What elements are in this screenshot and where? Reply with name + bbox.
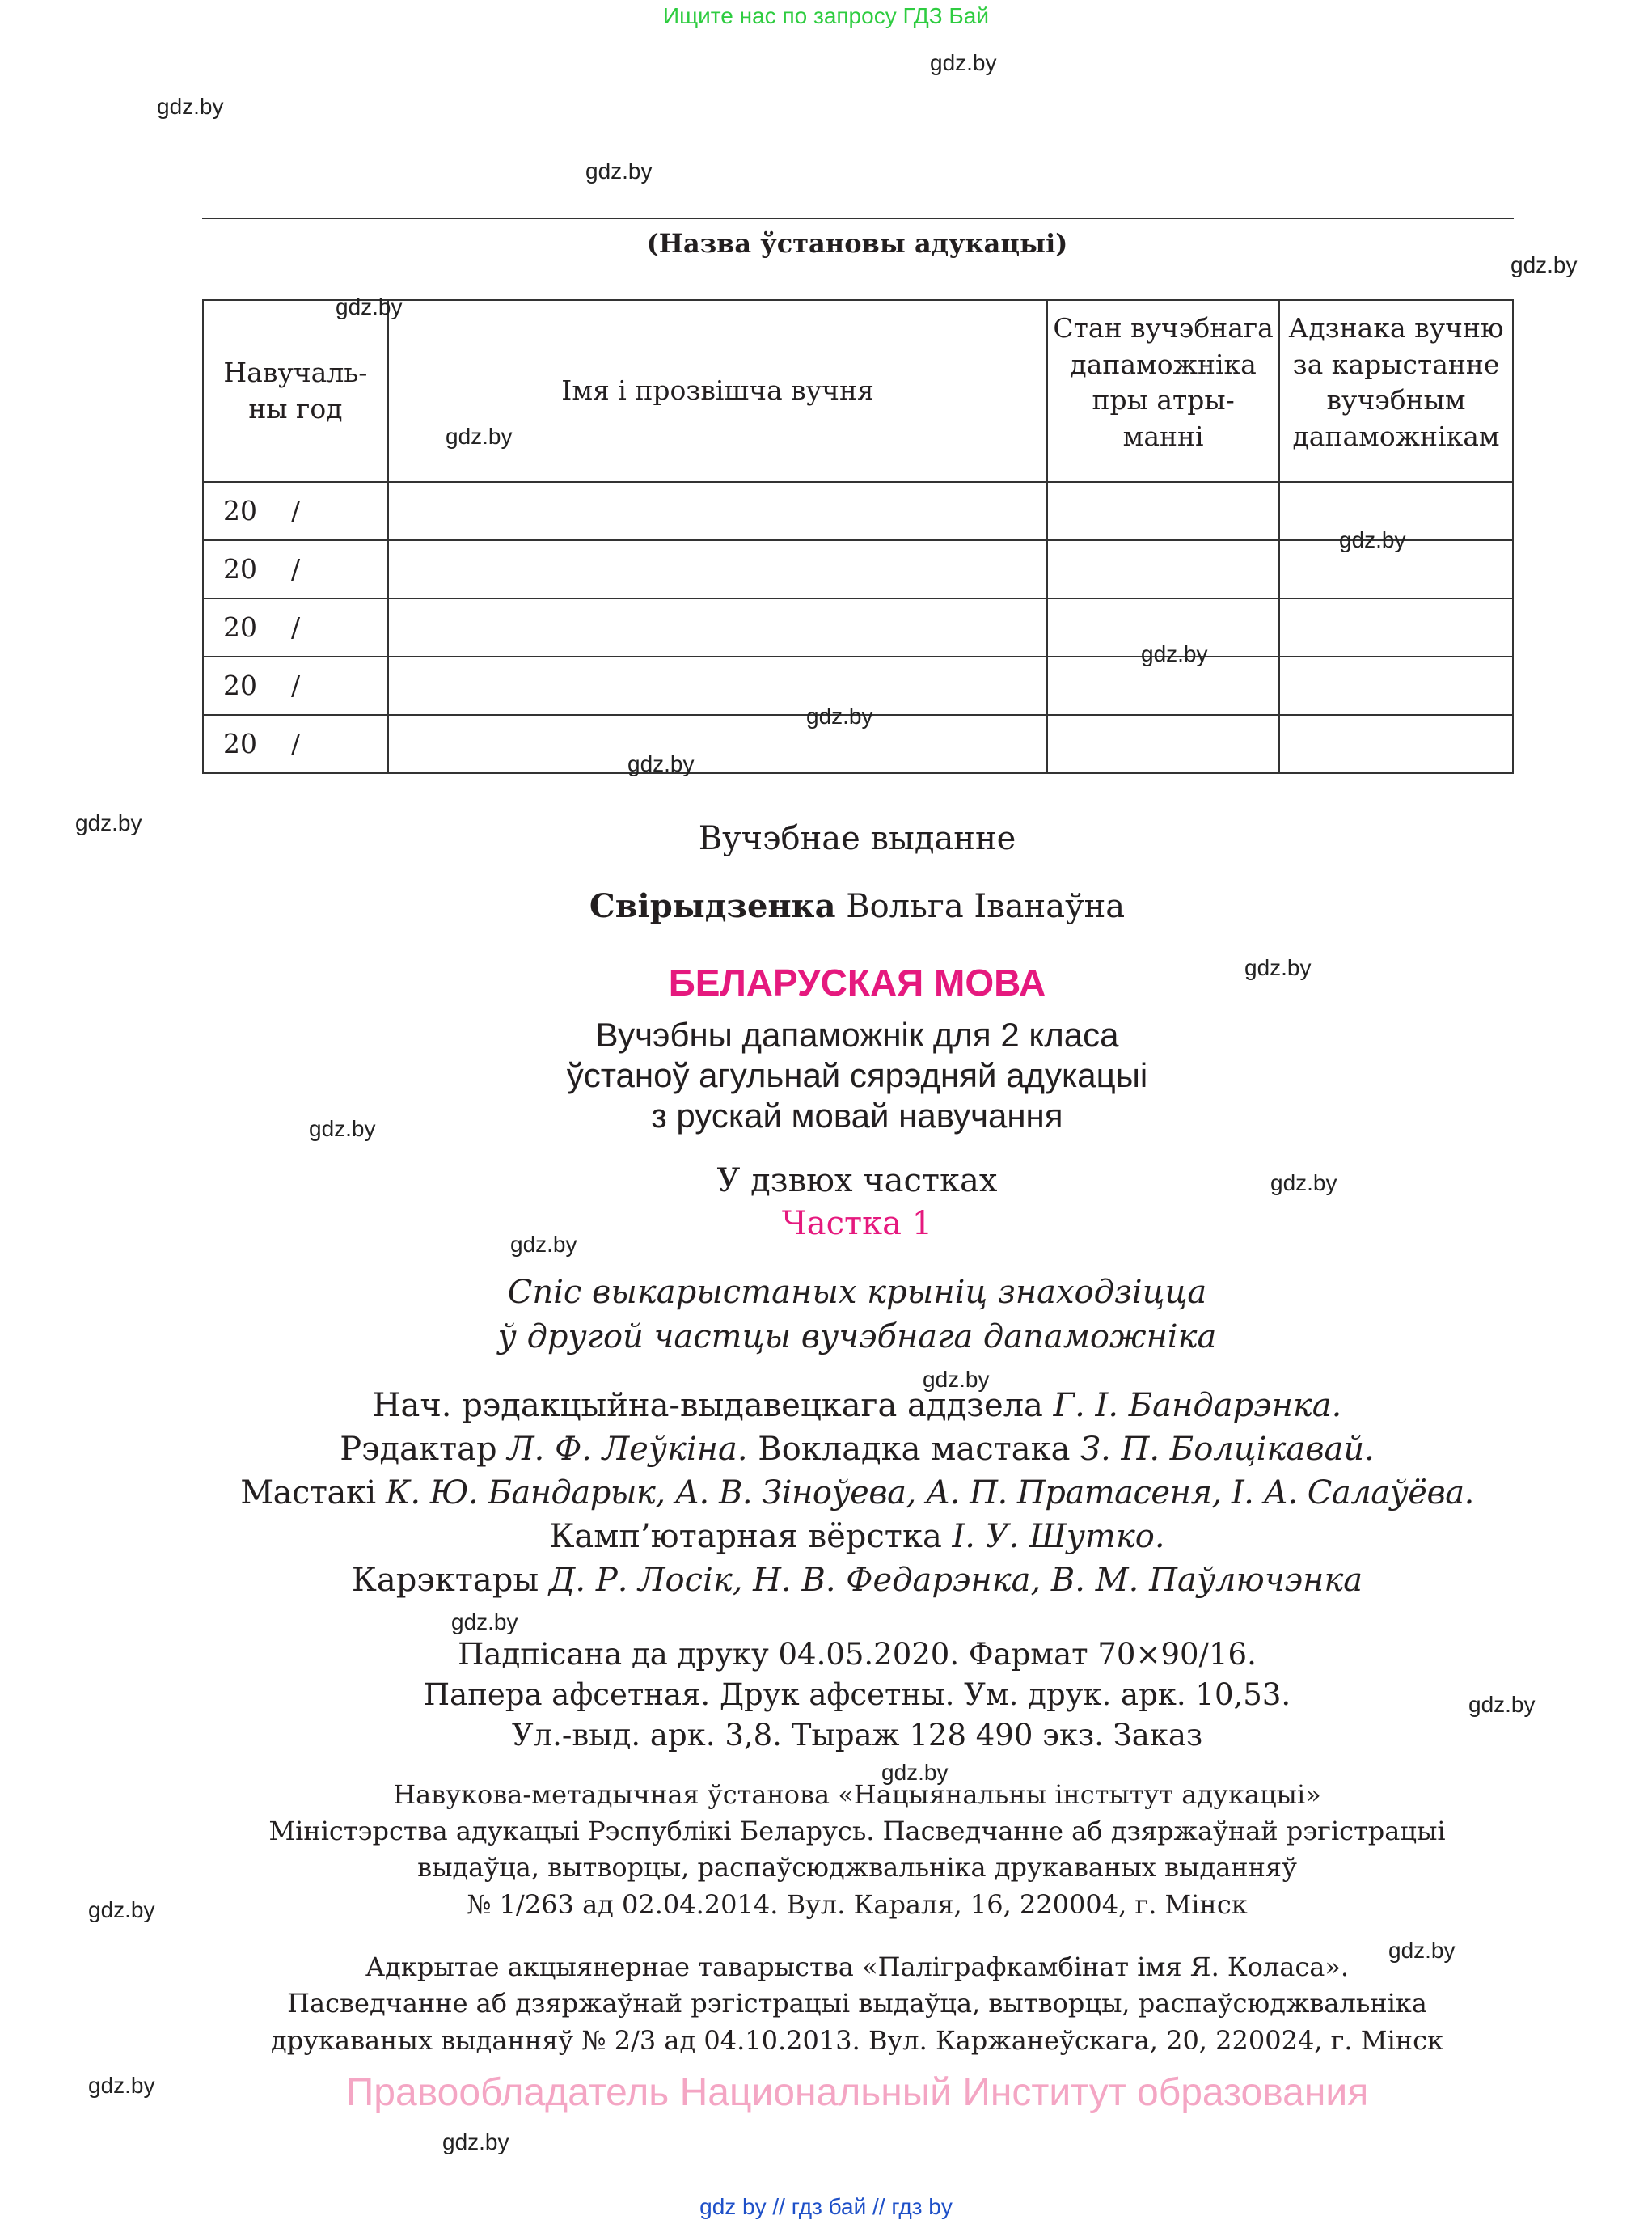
footer-links[interactable]: gdz by // гдз бай // гдз by	[699, 2194, 953, 2219]
institution-line	[202, 218, 1514, 219]
parts-note: У дзвюх частках	[716, 1162, 998, 1199]
publisher-line: Навукова-метадычная ўстанова «Нацыянальны інстытут адукацыі»	[393, 1779, 1321, 1810]
condition-cell	[1047, 540, 1279, 598]
table-row	[203, 598, 1513, 657]
print-info: Падпісана да друку 04.05.2020. Фармат 70×90/16.	[458, 1637, 1257, 1672]
grade-cell	[1279, 657, 1513, 715]
watermark: gdz.by	[442, 2129, 509, 2154]
watermark: gdz.by	[930, 50, 997, 75]
credit-role: Вокладка мастака	[747, 1431, 1081, 1468]
credit-line	[0, 1474, 1652, 1512]
table-header-row	[203, 300, 1513, 482]
credit-line	[0, 1387, 1652, 1424]
credit-names: Д. Р. Лосік, Н. В. Федарэнка, В. М. Паўлючэнка	[548, 1562, 1363, 1599]
credit-names: К. Ю. Бандарык, А. В. Зіноўева, А. П. Пратасеня, І. А. Салаўёва.	[385, 1474, 1474, 1512]
watermark: gdz.by	[806, 704, 873, 729]
part-number: Частка 1	[781, 1205, 933, 1242]
year-cell: 20 /	[203, 482, 388, 540]
credit-line	[0, 1518, 1652, 1555]
watermark: gdz.by	[1270, 1170, 1337, 1195]
author	[0, 887, 1652, 925]
name-cell	[388, 482, 1047, 540]
watermark: gdz.by	[585, 159, 653, 184]
year-cell: 20 /	[203, 598, 388, 657]
subtitle-line: Вучэбны дапаможнік для 2 класа	[595, 1016, 1119, 1054]
header-condition: Стан вучэбнага дапаможніка пры атры- манні	[1047, 300, 1279, 482]
year-cell: 20 /	[203, 657, 388, 715]
publisher-line: № 1/263 ад 02.04.2014. Вул. Караля, 16, 220004, г. Мінск	[467, 1889, 1248, 1920]
watermark: gdz.by	[1244, 955, 1312, 980]
search-hint: Ищите нас по запросу ГДЗ Бай	[662, 3, 990, 28]
grade-cell	[1279, 598, 1513, 657]
sources-note: Спіс выкарыстаных крыніц знаходзіцца	[507, 1274, 1207, 1311]
credit-role: Карэктары	[351, 1562, 549, 1599]
print-info: Ул.-выд. арк. 3,8. Тыраж 128 490 экз. Заказ	[511, 1718, 1203, 1753]
credit-role: Мастакі	[240, 1474, 386, 1512]
watermark: gdz.by	[923, 1367, 990, 1392]
grade-cell	[1279, 715, 1513, 773]
watermark: gdz.by	[336, 294, 403, 319]
subtitle-line: з рускай мовай навучання	[651, 1097, 1063, 1135]
name-cell	[388, 657, 1047, 715]
printer-line: друкаваных выданняў № 2/3 ад 04.10.2013. Вул. Каржанеўскага, 20, 220024, г. Мінск	[270, 2025, 1443, 2056]
watermark: gdz.by	[1339, 527, 1406, 552]
watermark: gdz.by	[451, 1609, 518, 1634]
author-name: Вольга Іванаўна	[846, 888, 1126, 925]
edition-type: Вучэбнае выданне	[698, 820, 1016, 857]
watermark: gdz.by	[510, 1232, 577, 1257]
watermark: gdz.by	[309, 1116, 376, 1141]
credit-role: Рэдактар	[340, 1431, 508, 1468]
watermark: gdz.by	[157, 94, 224, 119]
subtitle-line: ўстаноў агульнай сярэдняй адукацыі	[566, 1056, 1148, 1094]
table-row	[203, 482, 1513, 540]
watermark: gdz.by	[1388, 1938, 1456, 1963]
condition-cell	[1047, 715, 1279, 773]
name-cell	[388, 598, 1047, 657]
watermark: gdz.by	[1510, 252, 1578, 277]
credit-names: Г. І. Бандарэнка.	[1053, 1387, 1342, 1424]
credit-names: З. П. Болцікавай.	[1080, 1431, 1375, 1468]
credit-line	[0, 1562, 1652, 1599]
watermark: gdz.by	[88, 1897, 155, 1922]
year-cell: 20 /	[203, 540, 388, 598]
book-title: БЕЛАРУСКАЯ МОВА	[668, 962, 1046, 1004]
printer-line: Адкрытае акцыянернае таварыства «Паліграфкамбінат імя Я. Коласа».	[365, 1951, 1350, 1982]
textbook-usage-table	[202, 299, 1514, 774]
credit-names: І. У. Шутко.	[952, 1518, 1165, 1555]
header-grade: Адзнака вучню за карыстанне вучэбным дапаможнікам	[1279, 300, 1513, 482]
name-cell	[388, 540, 1047, 598]
credit-line	[0, 1431, 1652, 1468]
watermark: gdz.by	[88, 2073, 155, 2098]
rights-holder-watermark: Правообладатель Национальный Институт образования	[345, 2071, 1369, 2114]
publisher-line: Міністэрства адукацыі Рэспублікі Беларусь. Пасведчанне аб дзяржаўнай рэгістрацыі	[268, 1816, 1446, 1846]
year-cell: 20 /	[203, 715, 388, 773]
watermark: gdz.by	[627, 751, 695, 776]
credit-role: Нач. рэдакцыйна-выдавецкага аддзела	[372, 1387, 1054, 1424]
table-row	[203, 540, 1513, 598]
watermark: gdz.by	[1468, 1692, 1536, 1717]
publisher-line: выдаўца, вытворцы, распаўсюджвальніка друкаваных выданняў	[417, 1852, 1297, 1883]
watermark: gdz.by	[446, 424, 513, 449]
name-cell	[388, 715, 1047, 773]
credit-role: Камп’ютарная вёрстка	[549, 1518, 953, 1555]
watermark: gdz.by	[881, 1760, 949, 1785]
condition-cell	[1047, 482, 1279, 540]
print-info: Папера афсетная. Друк афсетны. Ум. друк. арк. 10,53.	[423, 1677, 1291, 1712]
watermark: gdz.by	[1141, 641, 1208, 666]
printer-line: Пасведчанне аб дзяржаўнай рэгістрацыі выдаўца, вытворцы, распаўсюджвальніка	[287, 1988, 1427, 2019]
header-year: Навучаль- ны год	[203, 300, 388, 482]
author-surname: Свірыдзенка	[589, 887, 836, 925]
institution-caption: (Назва ўстановы адукацыі)	[646, 228, 1068, 259]
header-student-name: Імя і прозвішча вучня	[388, 300, 1047, 482]
watermark: gdz.by	[75, 810, 142, 835]
credit-names: Л. Ф. Леўкіна.	[507, 1431, 748, 1468]
sources-note: ў другой частцы вучэбнага дапаможніка	[497, 1318, 1217, 1355]
